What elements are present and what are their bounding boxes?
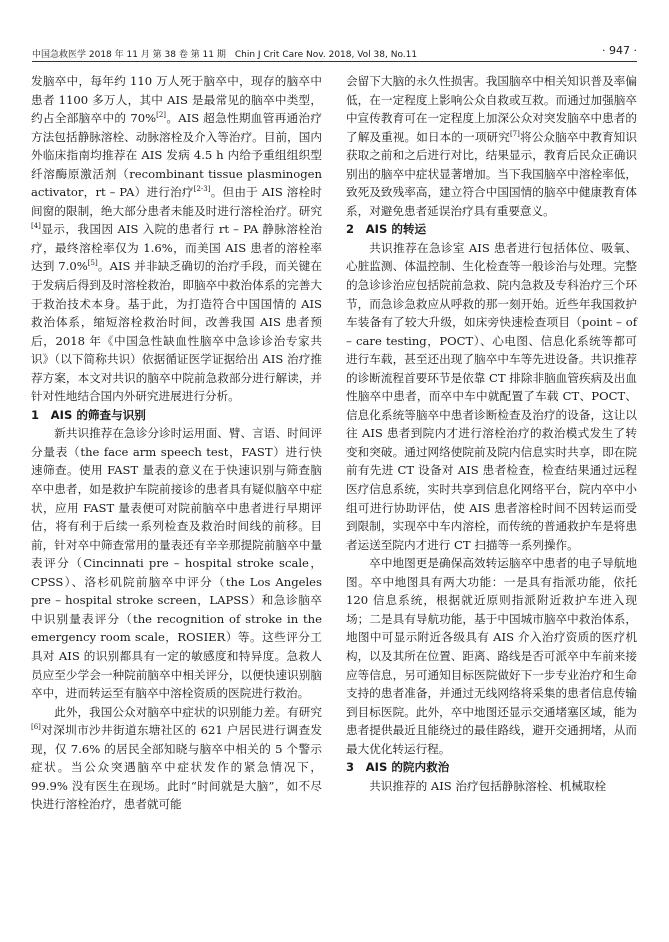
section-heading-2: 2 AIS 的转运 (346, 222, 427, 237)
reference-2-3: [2-3] (193, 185, 211, 194)
paragraph-education (346, 72, 637, 220)
reference-7: [7] (509, 129, 520, 138)
reference-2: [2] (156, 111, 167, 120)
text-run: 。AIS 并非缺乏确切的治疗手段，而关键在于发病后得到及时溶栓救治，即脑卒中救治体系的完善大于救治技术本身。基于此，为打造符合中国国情的 AIS 救治体系，缩短溶栓救治时间，改善我国 AIS 患者预后，2018 年《中国急性缺血性脑卒中急诊诊治专家共识》（以下简称共识）依据循证医学证据给出 AIS 治疗推荐方案，本文对共识的脑卒中院前急救部分进行解读，并针对性地结合国内外研究进展进行分析。 (31, 259, 322, 404)
text-run: 会留下大脑的永久性损害。我国脑卒中相关知识普及率偏低，在一定程度上影响公众自救或互救。而通过加强脑卒中宣传教育可在一定程度上加深公众对突发脑卒中患者的了解及重视。如日本的一项研究 (346, 74, 637, 144)
journal-citation: 中国急救医学 2018 年 11 月 第 38 卷 第 11 期 Chin J Crit Care Nov. 2018, Vol 38, No.11 (32, 50, 418, 60)
right-column (346, 72, 637, 795)
text-run: 对深圳市沙井街道东塘社区的 621 户居民进行调查发现，仅 7.6% 的居民全部知晓与脑卒中相关的 5 个警示症状。当公众突遇脑卒中症状发作的紧急情况下，99.9% 没有医生在现场。此时“时间就是大脑”，如不尽快进行溶栓治疗，患者就可能 (31, 723, 322, 812)
text-run: 将公众脑卒中教育知识获取之前和之后进行对比，结果显示，教育后民众正确识别出的脑卒中症状显著增加。当下我国脑卒中溶栓率低，致死及致残率高，建立符合中国国情的脑卒中健康教育体系，对避免患者延误治疗具有重要意义。 (346, 129, 637, 218)
text-run: 此外，我国公众对脑卒中症状的识别能力差。有研究 (54, 704, 322, 719)
paragraph-in-hospital: 共识推荐的 AIS 治疗包括静脉溶栓、机械取栓 (369, 778, 607, 793)
text-run: 。AIS 超急性期血管再通治疗方法包括静脉溶栓、动脉溶栓及介入等治疗。目前，国内外临床指南均推荐在 AIS 发病 4.5 h 内给予重组组织型纤溶酶原激活剂（recombinant tissue plasminogen activator，rt – PA）进行治疗 (31, 111, 322, 200)
reference-4: [4] (31, 222, 41, 231)
running-header (32, 44, 637, 62)
left-column (31, 72, 322, 814)
page-number: · 947 · (602, 44, 637, 57)
paragraph-public-awareness (31, 703, 322, 814)
text-run: 。但由于 AIS 溶栓时间窗的限制，绝大部分患者未能及时进行溶栓治疗。研究 (31, 185, 322, 218)
header-divider (32, 61, 637, 62)
section-heading-1: 1 AIS 的筛查与识别 (31, 407, 146, 422)
section-heading-3: 3 AIS 的院内救治 (346, 760, 450, 775)
paragraph-screening: 新共识推荐在急诊分诊时运用面、臂、言语、时间评分量表（the face arm speech test，FAST）进行快速筛查。使用 FAST 量表的意义在于快速识别与筛查脑卒中患者，如是救护车院前接诊的患者具有疑似脑卒中症状，应用 FAST 量表便可对院前脑卒中患者进行早期评估，将有利于后续一系列检查及救治时间线的前移。目前，针对卒中筛查常用的量表还有辛辛那提院前脑卒中量表评分（Cincinnati pre – hospital stroke scale，CPSS）、洛杉矶院前脑卒中评分（the Los Angeles pre – hospital stroke screen，LAPSS）和急诊脑卒中识别量表评分（the recognition of stroke in the emergency room scale，ROSIER）等。这些评分工具对 AIS 的识别都具有一定的敏感度和特异度。急救人员应至少学会一种院前脑卒中相关评分，以便快速识别脑卒中，进而转运至有脑卒中溶栓资质的医院进行救治。 (31, 426, 322, 701)
paragraph-intro (31, 72, 322, 406)
text-run: 发脑卒中，每年约 110 万人死于脑卒中，现存的脑卒中患者 1100 多万人，其中 AIS 是最常见的脑卒中类型，约占全部脑卒中的 70% (31, 74, 322, 126)
text-run: 显示，我国因 AIS 入院的患者行 rt – PA 静脉溶栓治疗，最终溶栓率仅为 1.6%，而美国 AIS 患者的溶栓率达到 7.0% (31, 222, 322, 274)
reference-5: [5] (87, 259, 98, 268)
reference-6: [6] (31, 723, 41, 732)
paragraph-stroke-map: 卒中地图更是确保高效转运脑卒中患者的电子导航地图。卒中地图具有两大功能：一是具有指派功能，依托 120 信息系统，根据就近原则指派附近救护车进入现场；二是具有导航功能，基于中国城市脑卒中救治体系，地图中可显示附近各级具有 AIS 介入治疗资质的医疗机构，以及其所在位置、距离、路线是否可派卒中车前来接应等信息，另可通知目标医院做好下一步专业治疗和生命支持的患者准备，并通过无线网络将采集的患者信息传输到目标医院。此外，卒中地图还显示交通堵塞区域，能为患者提供最近且能绕过的最佳路线，避开交通拥堵，从而最大优化转运行程。 (346, 556, 637, 756)
paragraph-transport: 共识推荐在急诊室 AIS 患者进行包括体位、吸氧、心脏监测、体温控制、生化检查等一般诊治与处理。完整的急诊诊治应包括院前急救、院内急救及专科治疗三个环节，而急诊急救应从呼救的那一刻开始。近些年我国救护车装备有了较大升级，如床旁快速检查项目（point – of – care testing，POCT）、心电图、信息化系统等都可进行车载，甚至还出现了脑卒中车等先进设备。共识推荐的诊断流程首要环节是依靠 CT 排除非脑血管疾病及出血性脑卒中患者，而卒中车中就配置了车载 CT、POCT、信息化系统等脑卒中患者诊断检查及治疗的设备，这让以往 AIS 患者到院内才进行溶栓治疗的救治模式发生了转变和突破。通过网络使院前及院内信息实时共享，即在院前有先进 CT 设备对 AIS 患者检查，检查结果通过远程医疗信息系统，实时共享到信息化网络平台，院内卒中小组可进行协助评估，使 AIS 患者溶栓时间不因转运而受到限制，实现卒中车内溶栓，而传统的普通救护车是将患者运送至院内才进行 CT 扫描等一系列操作。 (346, 240, 637, 552)
